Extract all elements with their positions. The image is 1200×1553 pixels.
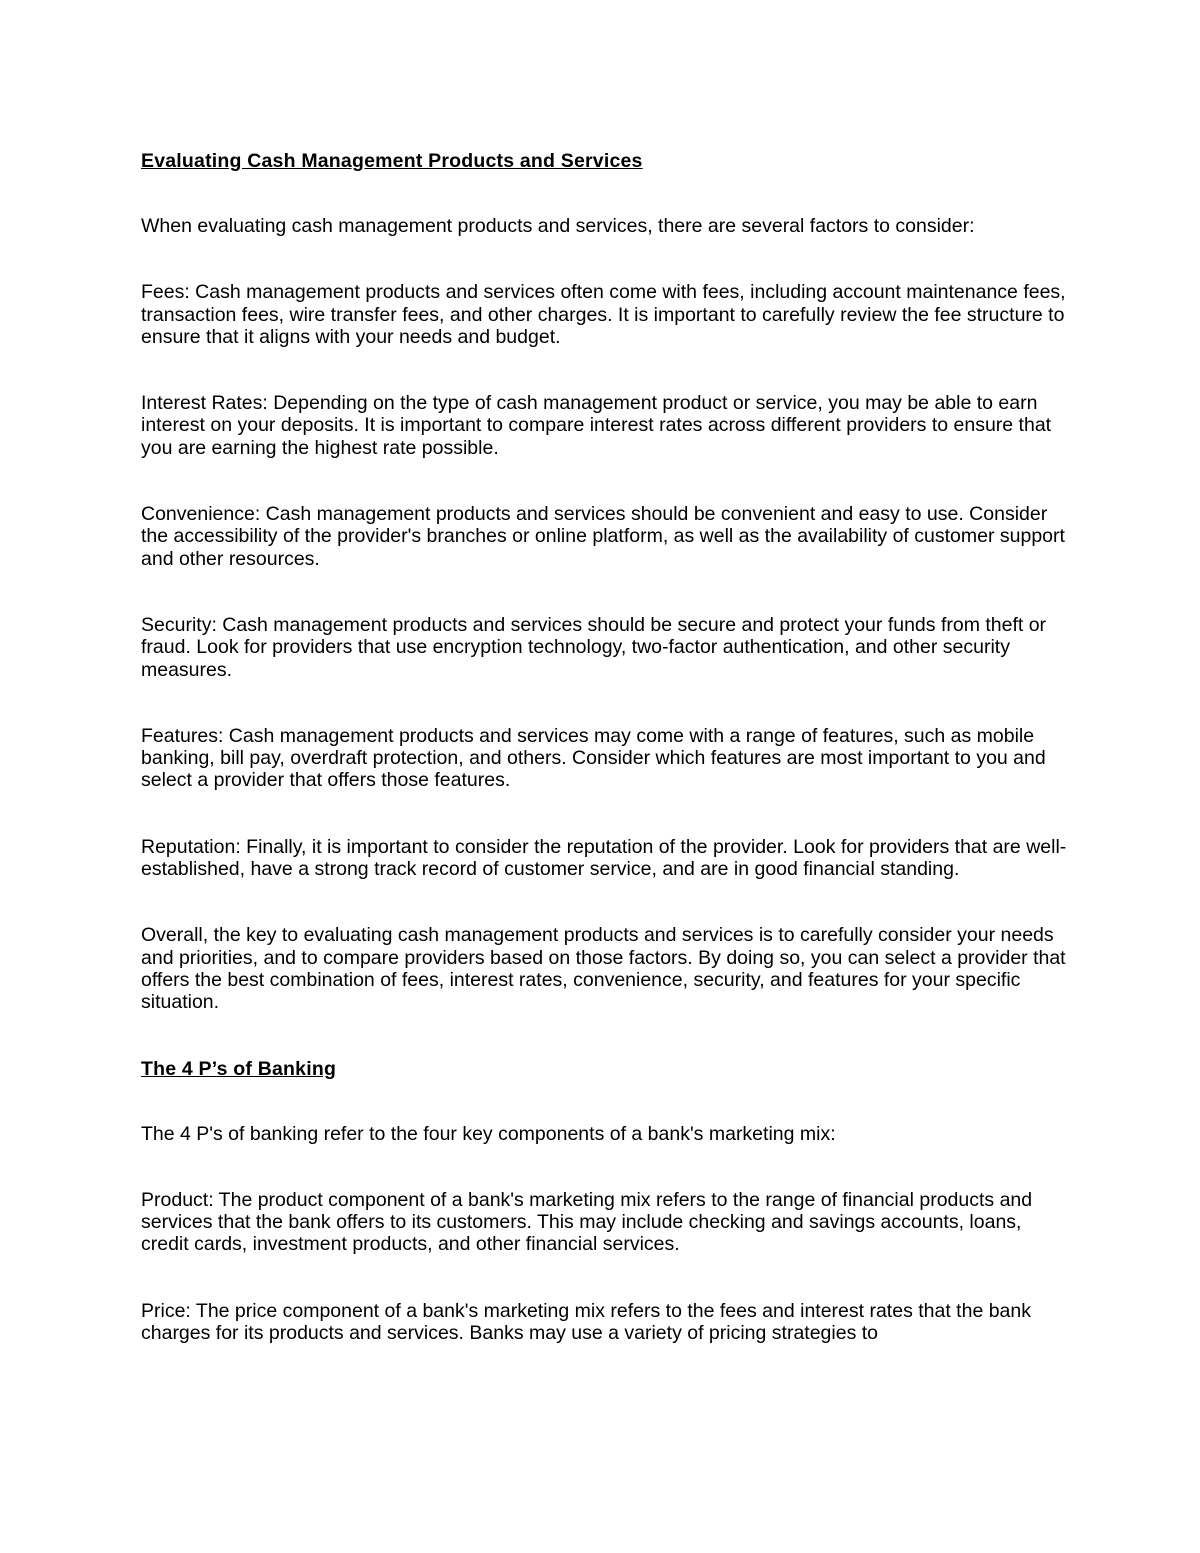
section-heading: The 4 P’s of Banking xyxy=(141,1057,337,1080)
section-intro: The 4 P's of banking refer to the four key components of a bank's marketing mix: xyxy=(141,1122,836,1145)
section-4ps-banking xyxy=(141,1058,1071,1345)
paragraph-reputation: Reputation: Finally, it is important to consider the reputation of the provider. Look for providers that are well-established, have a strong track record of customer service, and are in good financial standing. xyxy=(141,835,1067,881)
paragraph-price: Price: The price component of a bank's marketing mix refers to the fees and interest rates that the bank charges for its products and services. Banks may use a variety of pricing strategies to xyxy=(141,1299,1031,1345)
paragraph-features: Features: Cash management products and services may come with a range of features, such as mobile banking, bill pay, overdraft protection, and others. Consider which features are most important to you and select a provider that offers those features. xyxy=(141,724,1046,792)
paragraph-security: Security: Cash management products and services should be secure and protect your funds from theft or fraud. Look for providers that use encryption technology, two-factor authentication, and other security measures. xyxy=(141,613,1047,681)
paragraph-convenience: Convenience: Cash management products and services should be convenient and easy to use. Consider the accessibility of the provider's branches or online platform, as well as the availability of customer support and other resources. xyxy=(141,503,1065,570)
paragraph-fees: Fees: Cash management products and services often come with fees, including account maintenance fees, transaction fees, wire transfer fees, and other charges. It is important to carefully review the fee structure to ensure that it aligns with your needs and budget. xyxy=(141,281,1066,348)
document-body xyxy=(141,150,1071,1388)
paragraph-product: Product: The product component of a bank's marketing mix refers to the range of financial products and services that the bank offers to its customers. This may include checking and savings accounts, loans, credit cards, investment products, and other financial services. xyxy=(141,1188,1033,1256)
paragraph-overall: Overall, the key to evaluating cash management products and services is to carefully consider your needs and priorities, and to compare providers based on those factors. By doing so, you can select a provider that offers the best combination of fees, interest rates, convenience, security, and features for your specific situation. xyxy=(141,924,1066,1014)
section-intro: When evaluating cash management products and services, there are several factors to consider: xyxy=(141,215,975,237)
section-cash-management xyxy=(141,150,1071,1014)
paragraph-interest-rates: Interest Rates: Depending on the type of cash management product or service, you may be able to earn interest on your deposits. It is important to compare interest rates across different providers to ensure that you are earning the highest rate possible. xyxy=(141,392,1052,459)
section-heading: Evaluating Cash Management Products and Services xyxy=(141,150,643,172)
